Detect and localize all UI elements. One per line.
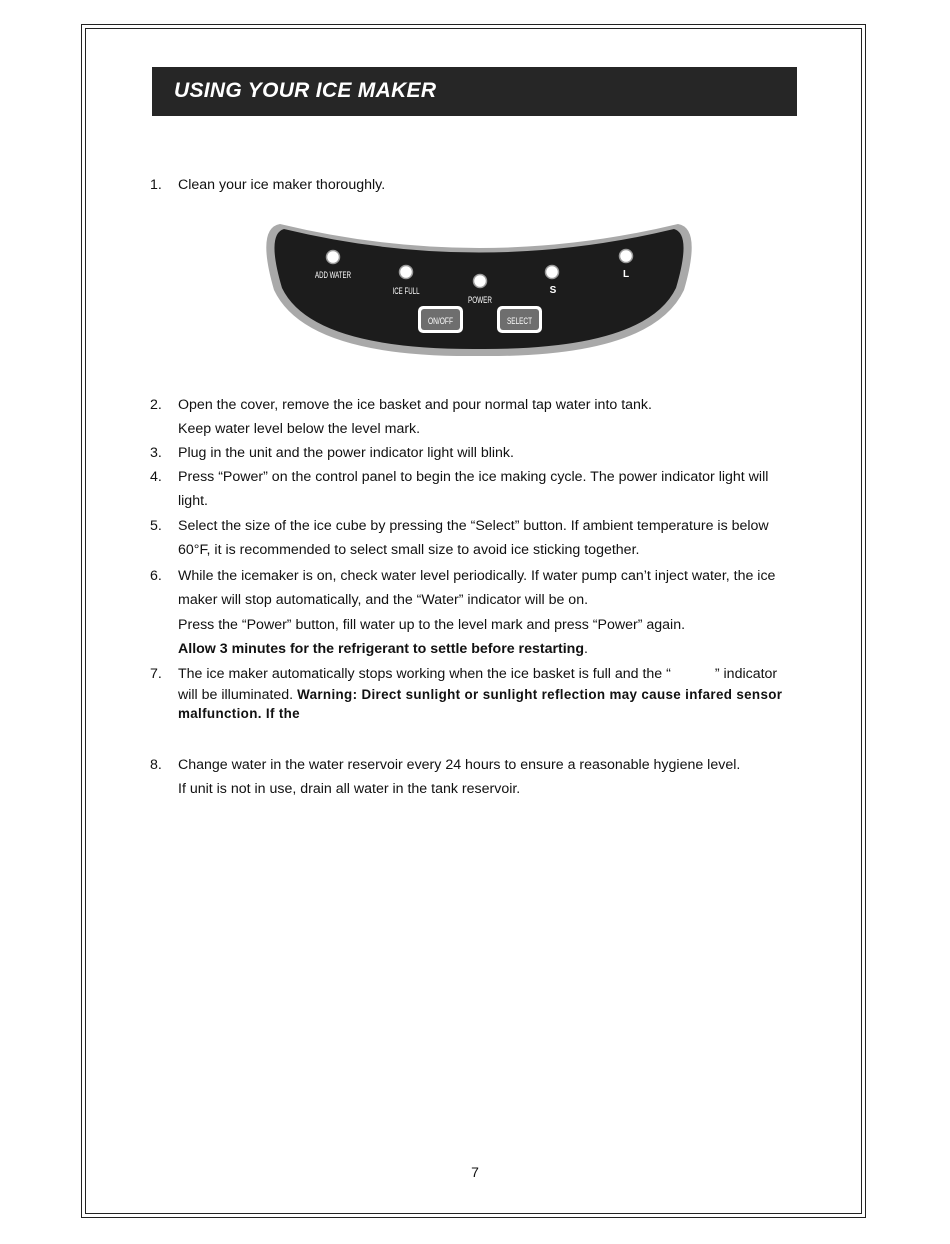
step-text [178, 662, 810, 686]
step-text: Open the cover, remove the ice basket and pour normal tap water into tank. [178, 397, 652, 413]
step-1 [150, 173, 810, 197]
restart-warning-period: . [584, 640, 588, 657]
small-size-indicator-light [546, 266, 559, 279]
power-label: POWER [468, 295, 493, 305]
large-size-label: L [622, 269, 630, 280]
restart-warning: Allow 3 minutes for the refrigerant to settle before restarting [178, 640, 584, 657]
step-text: While the icemaker is on, check water level periodically. If water pump can’t inject water, the ice [178, 568, 776, 584]
step-text: If unit is not in use, drain all water in the tank reservoir. [178, 781, 521, 798]
large-size-indicator-light [620, 250, 633, 263]
step-number: 5. [150, 518, 162, 534]
step-number: 4. [150, 469, 162, 485]
control-panel-diagram [262, 210, 696, 360]
section-title: USING YOUR ICE MAKER [174, 79, 437, 102]
ice-full-indicator-light [400, 266, 413, 279]
select-button-label: SELECT [507, 316, 533, 326]
on-off-button-label: ON/OFF [428, 316, 454, 326]
step-text: Select the size of the ice cube by pressing the “Select” button. If ambient temperature is below [178, 518, 769, 534]
step-text-part: will be illuminated. [178, 687, 298, 704]
sunlight-warning-cont: malfunction. If the [178, 706, 300, 722]
step-7 [150, 662, 810, 722]
step-text: Clean your ice maker thoroughly. [178, 177, 386, 193]
step-2 [150, 393, 810, 442]
step-number: 6. [150, 568, 162, 584]
power-indicator-light [474, 275, 487, 288]
step-text-emphasis [178, 637, 810, 661]
step-text-part: ” indicator [714, 666, 778, 682]
add-water-indicator-light [327, 251, 340, 264]
step-text: Press the “Power” button, fill water up to the level mark and press “Power” again. [178, 616, 686, 633]
section-header [152, 67, 797, 116]
step-text: maker will stop automatically, and the “Water” indicator will be on. [178, 592, 589, 609]
page-number: 7 [471, 1164, 479, 1180]
step-4 [150, 465, 810, 514]
step-number: 7. [150, 666, 162, 682]
step-number: 2. [150, 397, 162, 413]
step-number: 8. [150, 757, 162, 773]
step-3 [150, 441, 810, 465]
step-number: 3. [150, 445, 162, 461]
select-button[interactable] [497, 306, 542, 333]
step-number: 1. [150, 177, 162, 193]
sunlight-warning: Warning: Direct sunlight or sunlight reflection may cause infared sensor [297, 687, 783, 703]
step-8 [150, 753, 810, 802]
step-text: Press “Power” on the control panel to begin the ice making cycle. The power indicator light will [178, 469, 769, 485]
step-5 [150, 514, 810, 563]
step-text: Change water in the water reservoir every 24 hours to ensure a reasonable hygiene level. [178, 757, 741, 773]
add-water-label: ADD WATER [315, 270, 352, 280]
small-size-label: S [549, 285, 557, 296]
ice-full-label: ICE FULL [392, 286, 420, 296]
step-text-part: The ice maker automatically stops working when the ice basket is full and the “ [178, 666, 671, 682]
step-6 [150, 564, 810, 661]
step-text: Keep water level below the level mark. [178, 421, 421, 438]
step-text: Plug in the unit and the power indicator light will blink. [178, 445, 514, 461]
on-off-button[interactable] [418, 306, 463, 333]
step-text: 60°F, it is recommended to select small size to avoid ice sticking together. [178, 542, 640, 559]
step-text: light. [178, 493, 208, 510]
